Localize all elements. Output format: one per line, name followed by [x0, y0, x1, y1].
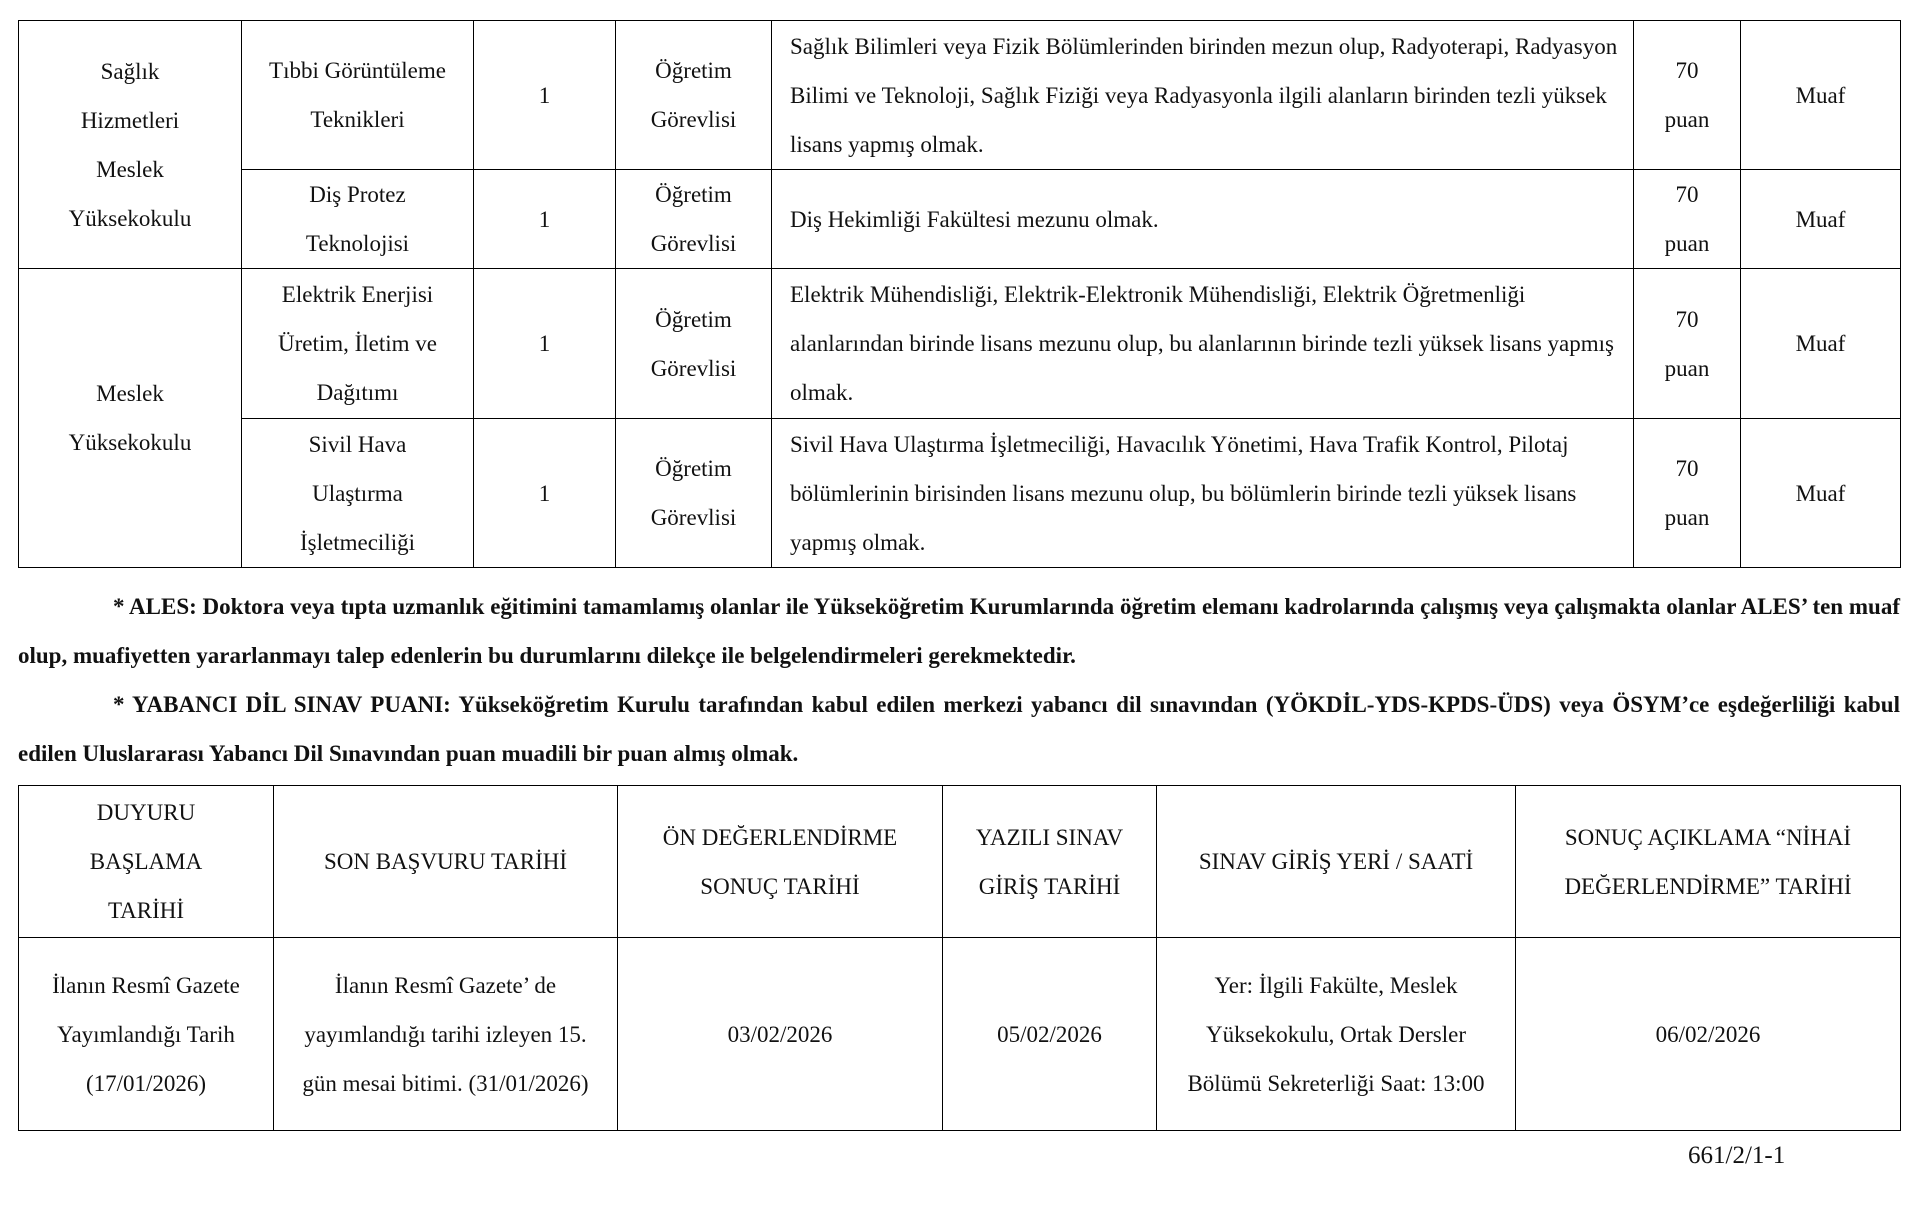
unit-cell: Sağlık Hizmetleri Meslek Yüksekokulu [19, 21, 242, 269]
schedule-table [18, 785, 1901, 1131]
header-exam-place: SINAV GİRİŞ YERİ / SAATİ [1157, 786, 1516, 938]
title-cell: Öğretim Görevlisi [616, 21, 772, 170]
language-note: * YABANCI DİL SINAV PUANI: Yükseköğretim Kurulu tarafından kabul edilen merkezi yabancı dil sınavından (YÖKDİL-YDS-KPDS-ÜDS) veya ÖSYM’ce eşdeğerliliği kabul edilen Uluslararası Yabancı Dil Sınavından puan muadili bir puan almış olmak. [18, 692, 1900, 766]
final-result-date: 06/02/2026 [1516, 938, 1901, 1131]
ales-cell: 70 puan [1634, 269, 1741, 419]
title-cell: Öğretim Görevlisi [616, 419, 772, 568]
written-exam-date: 05/02/2026 [943, 938, 1157, 1131]
table-row [19, 170, 1901, 269]
schedule-header-row [19, 786, 1901, 938]
exam-place-time: Yer: İlgili Fakülte, Meslek Yüksekokulu, Ortak Dersler Bölümü Sekreterliği Saat: 13:00 [1157, 938, 1516, 1131]
requirement-cell: Sağlık Bilimleri veya Fizik Bölümlerinden birinden mezun olup, Radyoterapi, Radyasyon Bilimi ve Teknoloji, Sağlık Fiziği veya Radyasyonla ilgili alanların birinden tezli yüksek lisans yapmış olmak. [772, 21, 1634, 170]
notes [18, 582, 1900, 778]
language-cell: Muaf [1741, 269, 1901, 419]
table-row [19, 269, 1901, 419]
preliminary-result-date: 03/02/2026 [618, 938, 943, 1131]
program-cell: Diş Protez Teknolojisi [242, 170, 474, 269]
unit-cell: Meslek Yüksekokulu [19, 269, 242, 568]
language-cell: Muaf [1741, 419, 1901, 568]
program-cell: Tıbbi Görüntüleme Teknikleri [242, 21, 474, 170]
count-cell: 1 [474, 269, 616, 419]
table-row [19, 419, 1901, 568]
positions-table [18, 20, 1901, 568]
requirement-cell: Sivil Hava Ulaştırma İşletmeciliği, Havacılık Yönetimi, Hava Trafik Kontrol, Pilotaj bölümlerinin birisinden lisans mezunu olup, bu bölümlerin birinde tezli yüksek lisans yapmış olmak. [772, 419, 1634, 568]
count-cell: 1 [474, 170, 616, 269]
title-cell: Öğretim Görevlisi [616, 170, 772, 269]
language-cell: Muaf [1741, 21, 1901, 170]
program-cell: Elektrik Enerjisi Üretim, İletim ve Dağıtımı [242, 269, 474, 419]
page-footer-code: 661/2/1-1 [1688, 1142, 1786, 1169]
requirement-cell: Elektrik Mühendisliği, Elektrik-Elektronik Mühendisliği, Elektrik Öğretmenliği alanlarından birinde lisans mezunu olup, bu alanlarının birinde tezli yüksek lisans yapmış olmak. [772, 269, 1634, 419]
deadline: İlanın Resmî Gazete’ de yayımlandığı tarihi izleyen 15. gün mesai bitimi. (31/01/2026) [274, 938, 618, 1131]
header-preliminary-result: ÖN DEĞERLENDİRME SONUÇ TARİHİ [618, 786, 943, 938]
count-cell: 1 [474, 419, 616, 568]
ales-cell: 70 puan [1634, 419, 1741, 568]
count-cell: 1 [474, 21, 616, 170]
language-cell: Muaf [1741, 170, 1901, 269]
requirement-cell: Diş Hekimliği Fakültesi mezunu olmak. [772, 170, 1634, 269]
schedule-value-row [19, 938, 1901, 1131]
header-deadline: SON BAŞVURU TARİHİ [274, 786, 618, 938]
header-final-result: SONUÇ AÇIKLAMA “NİHAİ DEĞERLENDİRME” TARİHİ [1516, 786, 1901, 938]
title-cell: Öğretim Görevlisi [616, 269, 772, 419]
program-cell: Sivil Hava Ulaştırma İşletmeciliği [242, 419, 474, 568]
table-row [19, 21, 1901, 170]
announcement-date: İlanın Resmî Gazete Yayımlandığı Tarih (17/01/2026) [19, 938, 274, 1131]
ales-cell: 70 puan [1634, 170, 1741, 269]
header-announcement-date: DUYURU BAŞLAMA TARİHİ [19, 786, 274, 938]
ales-cell: 70 puan [1634, 21, 1741, 170]
header-written-exam: YAZILI SINAV GİRİŞ TARİHİ [943, 786, 1157, 938]
ales-note: * ALES: Doktora veya tıpta uzmanlık eğitimini tamamlamış olanlar ile Yükseköğretim Kurumlarında öğretim elemanı kadrolarında çalışmış veya çalışmakta olanlar ALES’ ten muaf olup, muafiyetten yararlanmayı talep edenlerin bu durumlarını dilekçe ile belgelendirmeleri gerekmektedir. [18, 594, 1900, 668]
